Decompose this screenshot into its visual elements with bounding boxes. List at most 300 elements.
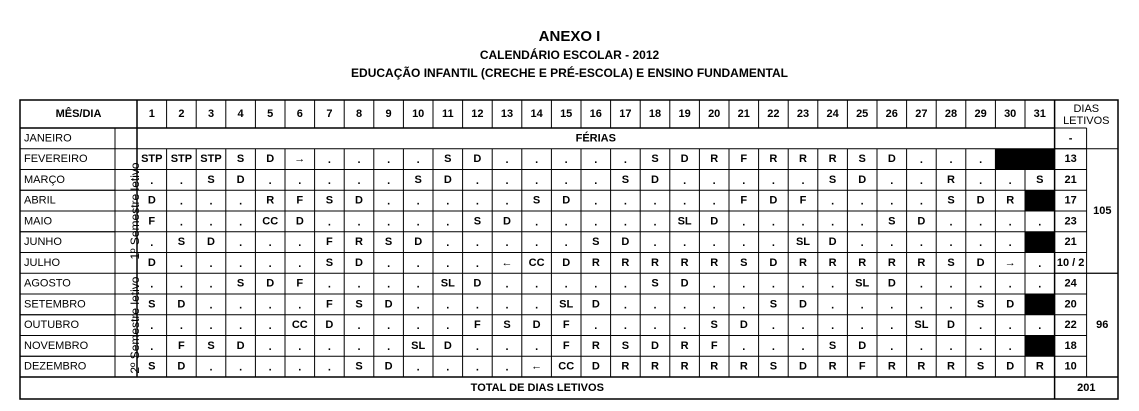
month-letivos-value: 13	[1064, 153, 1077, 166]
day-number-header: 16	[589, 107, 602, 120]
semester-label: 2º Semestre letivo	[128, 276, 143, 374]
day-cell-dot: .	[179, 195, 183, 208]
day-cell-code: D	[355, 194, 363, 207]
day-cell-dot: .	[387, 278, 391, 291]
day-number-header: 7	[326, 107, 333, 120]
day-cell-dot: .	[653, 320, 657, 333]
day-cell-dot: .	[594, 154, 598, 167]
day-cell-dot: .	[179, 216, 183, 229]
day-cell-dot: .	[150, 237, 154, 250]
day-cell-dot: .	[919, 154, 923, 167]
day-cell-dot: .	[801, 340, 805, 353]
day-cell-dot: .	[327, 361, 331, 374]
day-cell-dot: .	[357, 340, 361, 353]
day-number-header: 8	[355, 107, 363, 120]
day-cell-dot: .	[239, 299, 243, 312]
day-cell-code: D	[414, 236, 423, 249]
day-number-header: 9	[385, 107, 392, 120]
day-cell-dot: .	[594, 278, 598, 291]
day-cell-dot: .	[564, 237, 568, 250]
day-cell-code: D	[384, 360, 393, 373]
day-number-header: 28	[944, 107, 958, 120]
day-number-header: 19	[678, 107, 691, 120]
day-cell-code: S	[177, 236, 186, 249]
day-cell-code: D	[562, 194, 571, 207]
day-cell-dot: .	[209, 361, 213, 374]
day-cell-code: D	[1006, 298, 1015, 311]
day-cell-dot: .	[150, 340, 154, 353]
day-cell-dot: .	[1008, 278, 1012, 291]
day-cell-dot: .	[446, 361, 450, 374]
day-cell-dot: .	[505, 340, 509, 353]
day-cell-code: CC	[262, 215, 279, 228]
month-letivos-value: 21	[1064, 236, 1077, 249]
day-cell-code: S	[207, 339, 215, 352]
day-cell-dot: .	[742, 237, 746, 250]
day-cell-dot: .	[475, 195, 479, 208]
day-cell-dot: .	[416, 361, 420, 374]
day-number-header: 22	[767, 107, 780, 120]
day-cell-code: CC	[558, 360, 575, 373]
day-cell-dot: .	[505, 278, 509, 291]
day-cell-dot: .	[742, 340, 746, 353]
day-cell-code: D	[680, 277, 689, 290]
day-cell-code: D	[591, 298, 600, 311]
day-cell-code: R	[591, 256, 600, 269]
document-title: ANEXO I	[538, 28, 601, 45]
day-cell-dot: .	[387, 154, 391, 167]
day-cell-dot: .	[801, 216, 805, 229]
day-cell-dot: .	[268, 174, 272, 187]
day-cell-dot: .	[505, 361, 509, 374]
day-cell-code: D	[177, 360, 186, 373]
month-name: JANEIRO	[24, 132, 72, 145]
day-cell-dot: .	[1008, 216, 1012, 229]
day-cell-dot: .	[979, 154, 983, 167]
day-cell-dot: .	[564, 154, 568, 167]
day-cell-code: D	[828, 236, 837, 249]
day-cell-code: SL	[795, 236, 811, 249]
day-cell-dot: .	[387, 340, 391, 353]
day-cell-code: R	[591, 339, 600, 352]
day-cell-code: S	[710, 319, 718, 332]
day-cell-code: D	[236, 173, 245, 186]
day-cell-code: S	[740, 256, 748, 269]
day-cell-dot: .	[890, 320, 894, 333]
day-cell-dot: .	[179, 257, 183, 270]
month-name: FEVEREIRO	[24, 153, 88, 166]
month-name: DEZEMBRO	[24, 360, 87, 373]
day-cell-code: F	[178, 339, 185, 352]
month-name: NOVEMBRO	[24, 339, 89, 352]
month-name: ABRIL	[24, 194, 56, 207]
day-cell-dot: .	[239, 195, 243, 208]
day-cell-dot: .	[179, 174, 183, 187]
day-cell-code: ←	[531, 360, 543, 373]
month-letivos-value: 17	[1064, 194, 1077, 207]
day-cell-dot: .	[505, 237, 509, 250]
day-number-header: 23	[796, 107, 810, 120]
day-number-header: 10	[412, 107, 425, 120]
day-cell-dot: .	[209, 257, 213, 270]
month-letivos-value: 22	[1064, 319, 1077, 332]
day-cell-dot: .	[446, 216, 450, 229]
day-cell-dot: .	[890, 237, 894, 250]
day-cell-code: S	[592, 236, 600, 249]
day-cell-code: SL	[677, 215, 692, 228]
day-cell-code: R	[266, 194, 275, 207]
day-cell-code: R	[710, 256, 719, 269]
dias-letivos-header: DIAS	[1073, 102, 1100, 115]
document-subtitle: CALENDÁRIO ESCOLAR - 2012	[479, 48, 660, 62]
day-cell-dot: .	[475, 299, 479, 312]
day-cell-dot: .	[594, 216, 598, 229]
day-cell-code: D	[443, 339, 452, 352]
day-cell-dot: .	[298, 340, 302, 353]
day-cell-code: D	[236, 339, 245, 352]
day-cell-code: →	[1004, 256, 1016, 269]
day-cell-dot: .	[742, 299, 746, 312]
day-cell-dot: .	[298, 361, 302, 374]
day-number-header: 15	[560, 107, 573, 120]
day-cell-code: D	[591, 360, 600, 373]
day-cell-dot: .	[979, 237, 983, 250]
document-subtitle-2: EDUCAÇÃO INFANTIL (CRECHE E PRÉ-ESCOLA) E ENSINO FUNDAMENTAL	[351, 66, 788, 80]
day-cell-code: S	[769, 298, 778, 311]
day-cell-code: S	[621, 173, 630, 186]
day-cell-code: D	[562, 256, 571, 269]
day-cell-code: D	[651, 173, 659, 186]
day-cell-code: D	[177, 298, 186, 311]
blocked-day-cell	[1025, 232, 1055, 253]
day-cell-dot: .	[771, 278, 775, 291]
day-cell-dot: .	[831, 195, 835, 208]
day-cell-dot: .	[268, 320, 272, 333]
day-cell-dot: .	[831, 320, 835, 333]
day-cell-dot: .	[890, 299, 894, 312]
day-cell-code: D	[266, 153, 275, 166]
day-cell-dot: .	[623, 216, 627, 229]
day-cell-dot: .	[239, 257, 243, 270]
day-cell-code: S	[828, 339, 837, 352]
day-cell-dot: .	[564, 278, 568, 291]
day-cell-code: D	[295, 215, 304, 228]
day-number-header: 21	[737, 107, 750, 120]
day-cell-code: D	[651, 339, 659, 352]
day-cell-dot: .	[949, 154, 953, 167]
day-cell-code: D	[1006, 360, 1015, 373]
day-cell-dot: .	[505, 299, 509, 312]
day-number-header: 5	[267, 107, 274, 120]
day-cell-dot: .	[179, 278, 183, 291]
day-cell-dot: .	[683, 195, 687, 208]
month-name: JULHO	[24, 256, 61, 269]
day-cell-dot: .	[416, 278, 420, 291]
day-cell-code: R	[651, 360, 659, 373]
semester-total-value: 96	[1096, 319, 1109, 332]
day-cell-dot: .	[742, 216, 746, 229]
month-letivos-value: 20	[1064, 298, 1077, 311]
day-cell-code: S	[236, 277, 245, 290]
day-cell-code: D	[739, 319, 748, 332]
day-cell-dot: .	[623, 195, 627, 208]
day-number-header: 18	[648, 107, 662, 120]
day-cell-code: R	[828, 153, 837, 166]
day-cell-dot: .	[801, 278, 805, 291]
day-cell-dot: .	[860, 299, 864, 312]
day-cell-dot: .	[771, 216, 775, 229]
blocked-day-cell	[1025, 336, 1055, 357]
day-cell-dot: .	[683, 174, 687, 187]
day-cell-dot: .	[327, 340, 331, 353]
day-cell-dot: .	[327, 278, 331, 291]
month-name: MARÇO	[24, 173, 65, 186]
day-cell-code: R	[680, 339, 689, 352]
day-cell-code: R	[769, 153, 778, 166]
day-cell-code: F	[562, 339, 570, 352]
day-cell-dot: .	[1008, 320, 1012, 333]
day-cell-code: R	[739, 360, 748, 373]
day-cell-code: D	[473, 153, 482, 166]
day-cell-code: D	[887, 277, 896, 290]
day-number-header: 1	[148, 107, 155, 120]
day-cell-dot: .	[623, 278, 627, 291]
day-cell-code: R	[917, 360, 926, 373]
day-cell-code: D	[917, 215, 926, 228]
table-border	[20, 100, 1118, 399]
day-cell-code: D	[858, 173, 867, 186]
day-cell-code: S	[148, 298, 156, 311]
day-number-header: 2	[178, 107, 185, 120]
day-cell-code: F	[474, 319, 481, 332]
day-number-header: 20	[708, 107, 721, 120]
day-cell-code: S	[976, 360, 985, 373]
day-cell-dot: .	[475, 340, 479, 353]
day-cell-dot: .	[623, 154, 627, 167]
day-cell-dot: .	[416, 195, 420, 208]
day-cell-code: S	[473, 215, 482, 228]
day-cell-dot: .	[505, 195, 509, 208]
day-cell-code: D	[384, 298, 393, 311]
month-name: MAIO	[24, 215, 53, 228]
day-cell-code: D	[947, 319, 955, 332]
day-cell-code: SL	[914, 319, 929, 332]
day-cell-dot: .	[949, 237, 953, 250]
day-cell-code: D	[207, 236, 215, 249]
day-number-header: 25	[856, 107, 869, 120]
day-cell-code: D	[266, 277, 275, 290]
day-number-header: 27	[915, 107, 928, 120]
day-cell-code: D	[976, 256, 985, 269]
day-cell-code: D	[769, 194, 778, 207]
day-number-header: 29	[974, 107, 987, 120]
day-cell-dot: .	[535, 174, 539, 187]
day-cell-code: F	[858, 360, 866, 373]
day-cell-dot: .	[416, 299, 420, 312]
day-cell-code: →	[294, 153, 306, 166]
day-cell-code: S	[947, 194, 955, 207]
day-cell-dot: .	[949, 299, 953, 312]
day-cell-code: SL	[559, 298, 574, 311]
day-cell-dot: .	[268, 257, 272, 270]
day-cell-dot: .	[653, 299, 657, 312]
day-cell-dot: .	[949, 278, 953, 291]
day-cell-dot: .	[623, 320, 627, 333]
day-cell-dot: .	[653, 195, 657, 208]
day-cell-code: F	[799, 194, 807, 207]
day-number-header: 14	[530, 107, 543, 120]
day-cell-dot: .	[979, 174, 983, 187]
day-number-header: 24	[826, 107, 839, 120]
day-cell-dot: .	[209, 320, 213, 333]
day-cell-code: R	[828, 360, 837, 373]
day-cell-code: D	[858, 339, 867, 352]
month-letivos-value: 23	[1064, 215, 1077, 228]
day-cell-code: CC	[528, 256, 545, 269]
day-cell-dot: .	[268, 299, 272, 312]
blocked-day-cell	[1025, 294, 1055, 315]
day-cell-dot: .	[357, 320, 361, 333]
day-cell-dot: .	[860, 237, 864, 250]
day-cell-code: D	[799, 360, 807, 373]
day-cell-code: D	[621, 236, 630, 249]
day-cell-dot: .	[1008, 237, 1012, 250]
day-cell-code: R	[680, 256, 689, 269]
day-cell-code: S	[828, 173, 837, 186]
day-cell-dot: .	[860, 320, 864, 333]
day-cell-dot: .	[239, 320, 243, 333]
day-cell-dot: .	[475, 361, 479, 374]
day-cell-dot: .	[919, 299, 923, 312]
day-cell-dot: .	[712, 278, 716, 291]
day-cell-dot: .	[860, 216, 864, 229]
day-cell-dot: .	[979, 340, 983, 353]
day-cell-dot: .	[653, 237, 657, 250]
day-cell-code: SL	[440, 277, 455, 290]
day-cell-dot: .	[712, 237, 716, 250]
day-cell-dot: .	[387, 216, 391, 229]
day-number-header: 6	[296, 107, 303, 120]
day-cell-dot: .	[919, 174, 923, 187]
day-cell-dot: .	[594, 174, 598, 187]
day-cell-code: D	[473, 277, 482, 290]
day-cell-code: R	[621, 256, 630, 269]
month-day-header: MÊS/DIA	[55, 107, 102, 120]
day-cell-dot: .	[387, 257, 391, 270]
day-cell-code: R	[947, 360, 955, 373]
day-cell-code: D	[710, 215, 719, 228]
day-cell-dot: .	[446, 320, 450, 333]
day-cell-dot: .	[919, 340, 923, 353]
day-cell-dot: .	[327, 216, 331, 229]
day-cell-code: D	[976, 194, 985, 207]
day-cell-dot: .	[475, 237, 479, 250]
day-cell-dot: .	[446, 299, 450, 312]
day-cell-dot: .	[416, 154, 420, 167]
day-cell-dot: .	[1038, 257, 1042, 270]
day-cell-dot: .	[535, 340, 539, 353]
month-name: JUNHO	[24, 236, 62, 249]
day-cell-code: S	[947, 256, 955, 269]
day-cell-dot: .	[831, 216, 835, 229]
day-cell-code: S	[888, 215, 896, 228]
day-cell-code: R	[710, 153, 719, 166]
day-cell-dot: .	[298, 257, 302, 270]
day-cell-code: CC	[291, 319, 308, 332]
day-number-header: 17	[619, 107, 632, 120]
day-cell-dot: .	[771, 237, 775, 250]
day-cell-dot: .	[535, 299, 539, 312]
day-cell-dot: .	[446, 195, 450, 208]
day-cell-dot: .	[475, 174, 479, 187]
blocked-day-cell	[1025, 190, 1055, 211]
day-cell-code: S	[414, 173, 422, 186]
month-name: SETEMBRO	[24, 298, 86, 311]
day-cell-dot: .	[357, 174, 361, 187]
day-cell-dot: .	[268, 340, 272, 353]
day-cell-dot: .	[1038, 278, 1042, 291]
day-cell-dot: .	[801, 174, 805, 187]
day-cell-dot: .	[742, 278, 746, 291]
day-cell-dot: .	[890, 174, 894, 187]
day-cell-code: R	[710, 360, 719, 373]
day-cell-dot: .	[446, 237, 450, 250]
day-cell-dot: .	[416, 216, 420, 229]
day-cell-code: S	[621, 339, 630, 352]
blocked-day-cell	[995, 149, 1025, 170]
day-cell-dot: .	[150, 174, 154, 187]
day-cell-dot: .	[771, 174, 775, 187]
day-cell-code: STP	[200, 153, 222, 166]
day-cell-dot: .	[268, 361, 272, 374]
day-cell-dot: .	[387, 174, 391, 187]
day-cell-code: S	[444, 153, 452, 166]
day-cell-code: R	[621, 360, 630, 373]
day-cell-code: R	[799, 256, 807, 269]
day-cell-dot: .	[209, 299, 213, 312]
day-cell-dot: .	[239, 361, 243, 374]
day-cell-dot: .	[209, 195, 213, 208]
day-cell-dot: .	[742, 174, 746, 187]
day-cell-dot: .	[387, 195, 391, 208]
day-cell-dot: .	[357, 278, 361, 291]
day-cell-dot: .	[298, 174, 302, 187]
day-cell-dot: .	[623, 299, 627, 312]
day-cell-code: S	[651, 277, 659, 290]
day-cell-dot: .	[771, 320, 775, 333]
day-cell-dot: .	[979, 278, 983, 291]
month-letivos-value: 10 / 2	[1056, 256, 1085, 269]
day-cell-code: D	[325, 319, 334, 332]
day-cell-code: R	[887, 256, 896, 269]
day-cell-code: S	[355, 298, 363, 311]
day-cell-code: R	[887, 360, 896, 373]
day-cell-dot: .	[594, 195, 598, 208]
day-cell-code: D	[147, 256, 156, 269]
day-cell-code: D	[355, 256, 363, 269]
day-cell-dot: .	[298, 237, 302, 250]
month-letivos-value: 21	[1064, 173, 1077, 186]
day-cell-dot: .	[919, 278, 923, 291]
day-cell-dot: .	[979, 216, 983, 229]
month-name: AGOSTO	[24, 277, 71, 290]
day-cell-code: D	[769, 256, 778, 269]
month-letivos-value: 18	[1064, 339, 1077, 352]
day-number-header: 12	[471, 107, 484, 120]
day-cell-dot: .	[564, 174, 568, 187]
day-number-header: 13	[500, 107, 514, 120]
day-number-header: 3	[207, 107, 215, 120]
